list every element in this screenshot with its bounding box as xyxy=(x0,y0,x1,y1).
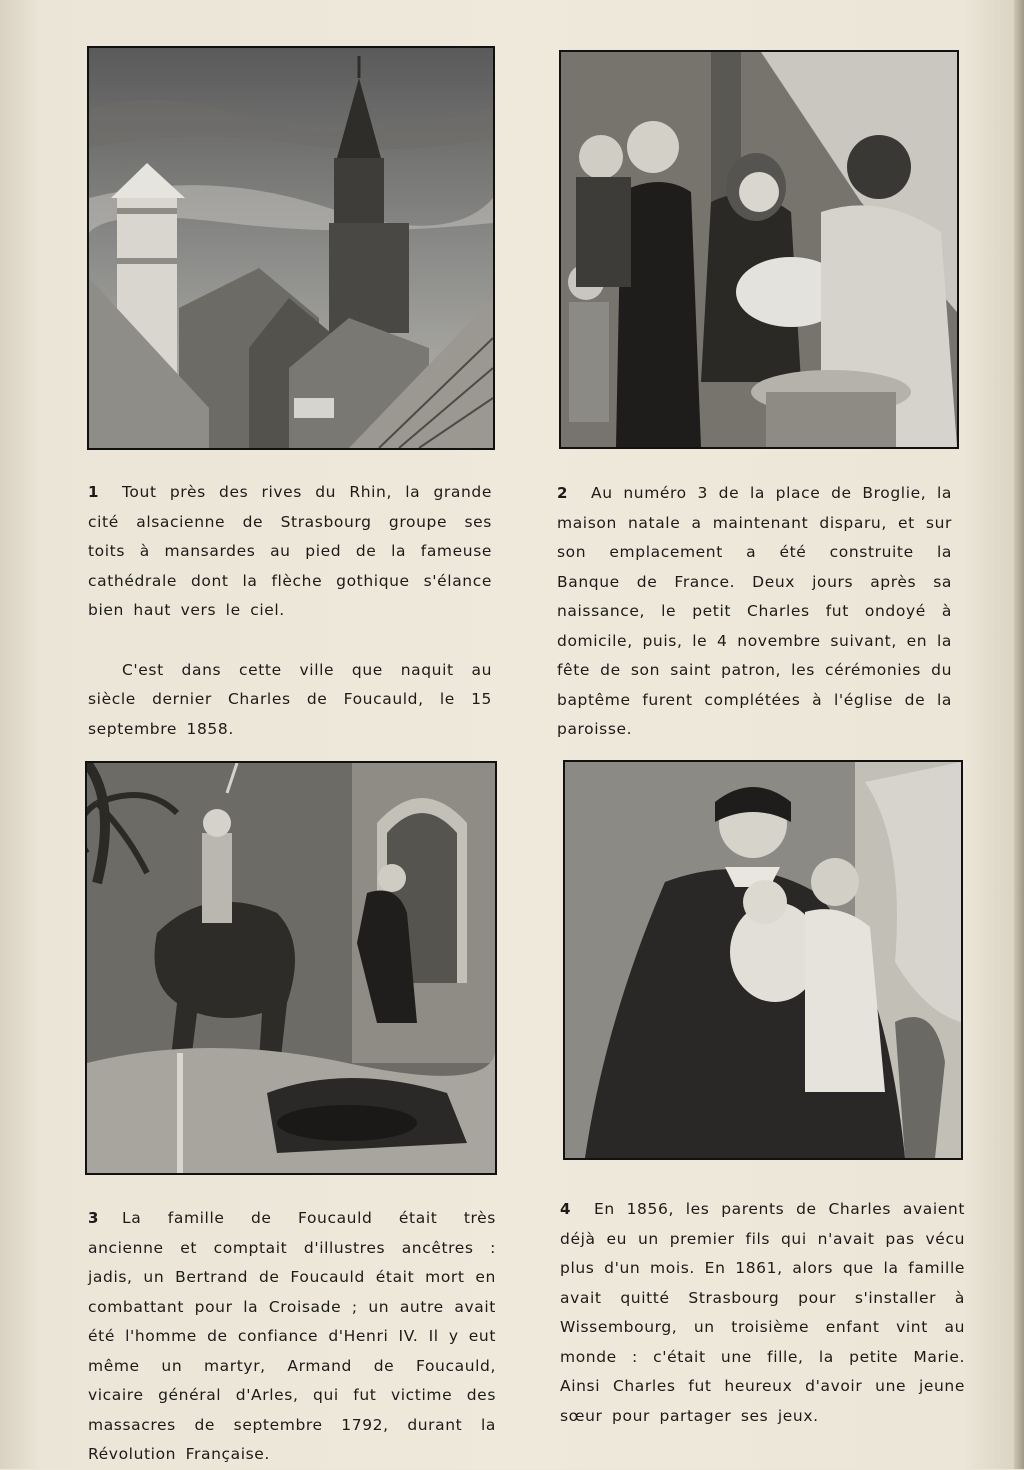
panel-number: 4 xyxy=(560,1200,572,1218)
page-edge xyxy=(1014,0,1024,1469)
caption-paragraph: Au numéro 3 de la place de Broglie, la maison natale a maintenant disparu, et sur son emplacement a été construite la Banque de France. Deux jours après sa naissance, le petit Charles fut ondoyé à domicile, puis, le 4 novembre suivant, en la fête de son saint patron, les cérémonies du baptême furent complétées à l'église de la paroisse. xyxy=(557,484,952,738)
panel-number: 1 xyxy=(88,483,100,501)
caption-panel-4 xyxy=(560,1195,965,1431)
panel-number: 2 xyxy=(557,484,569,502)
illustration-baptism xyxy=(559,50,959,449)
illustration-mother-and-children xyxy=(563,760,963,1160)
illustration-crusader-knight xyxy=(85,761,497,1175)
caption-paragraph: La famille de Foucauld était très ancienne et comptait d'illustres ancêtres : jadis, un Bertrand de Foucauld était mort en combattant pour la Croisade ; un autre avait été l'homme de confiance d'Henri IV. Il y eut même un martyr, Armand de Foucauld, vicaire général d'Arles, qui fut victime des massacres de septembre 1792, durant la Révolution Française. xyxy=(88,1209,496,1463)
caption-panel-1 xyxy=(88,478,492,744)
caption-panel-3 xyxy=(88,1204,496,1470)
illustration-strasbourg-cathedral xyxy=(87,46,495,450)
caption-paragraph: Tout près des rives du Rhin, la grande cité alsacienne de Strasbourg groupe ses toits à mansardes au pied de la fameuse cathédrale dont la flèche gothique s'élance bien haut vers le ciel. xyxy=(88,483,492,619)
caption-paragraph: C'est dans cette ville que naquit au siècle dernier Charles de Foucauld, le 15 septembre 1858. xyxy=(88,660,492,738)
caption-panel-2 xyxy=(557,479,952,745)
panel-number: 3 xyxy=(88,1209,100,1227)
caption-paragraph: En 1856, les parents de Charles avaient déjà eu un premier fils qui n'avait pas vécu plus d'un mois. En 1861, alors que la famille avait quitté Strasbourg pour s'installer à Wissembourg, un troisième enfant vint au monde : c'était une fille, la petite Marie. Ainsi Charles fut heureux d'avoir une jeune sœur pour partager ses jeux. xyxy=(560,1200,965,1425)
